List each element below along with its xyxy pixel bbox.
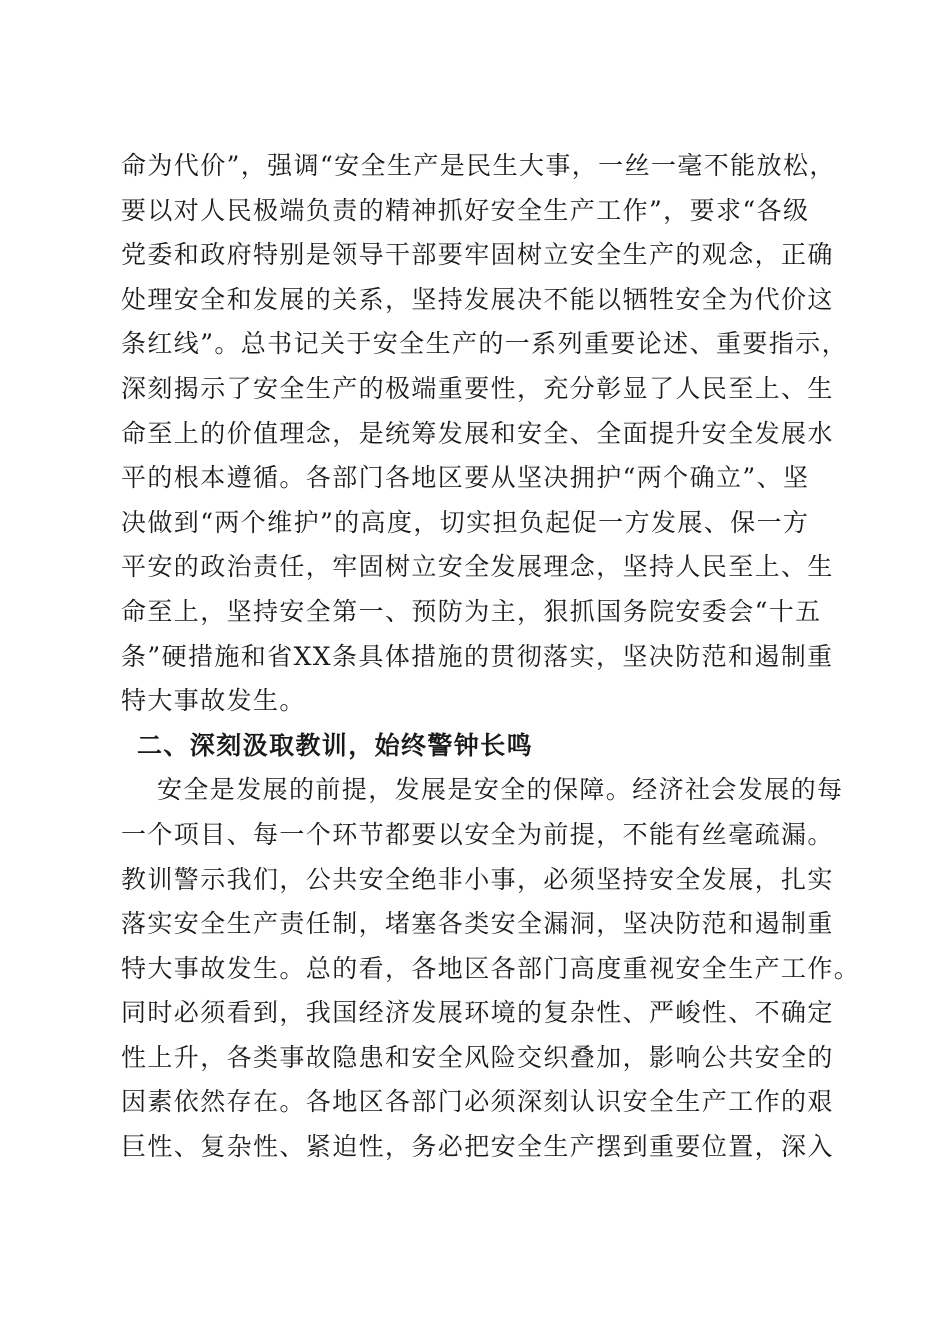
text-line: 因素依然存在。各地区各部门必须深刻认识安全生产工作的艰: [121, 1087, 834, 1117]
text-line: 教训警示我们，公共安全绝非小事，必须坚持安全发展，扎实: [121, 864, 834, 894]
text-line: 平安的政治责任，牢固树立安全发展理念，坚持人民至上、生: [121, 552, 834, 582]
text-line: 要以对人民极端负责的精神抓好安全生产工作”，要求“各级: [121, 195, 810, 225]
text-line: 命至上，坚持安全第一、预防为主，狠抓国务院安委会“十五: [121, 596, 822, 626]
text-line: 同时必须看到，我国经济发展环境的复杂性、严峻性、不确定: [121, 998, 834, 1028]
section-heading: 二、深刻汲取教训，始终警钟长鸣: [137, 730, 534, 760]
text-line: 性上升，各类事故隐患和安全风险交织叠加，影响公共安全的: [121, 1042, 834, 1072]
text-line: 特大事故发生。: [121, 686, 306, 716]
text-line: 巨性、复杂性、紧迫性，务必把安全生产摆到重要位置，深入: [121, 1132, 834, 1162]
text-line: 落实安全生产责任制，堵塞各类安全漏洞，坚决防范和遏制重: [121, 909, 834, 939]
text-line: 党委和政府特别是领导干部要牢固树立安全生产的观念，正确: [121, 240, 834, 270]
text-line: 处理安全和发展的关系，坚持发展决不能以牺牲安全为代价这: [121, 284, 834, 314]
text-line: 安全是发展的前提，发展是安全的保障。经济社会发展的每: [157, 775, 844, 805]
text-line: 特大事故发生。总的看，各地区各部门高度重视安全生产工作。: [121, 953, 861, 983]
paragraph-2: [121, 768, 861, 1169]
text-line: 平的根本遵循。各部门各地区要从坚决拥护“两个确立”、坚: [121, 463, 810, 493]
text-line: 条红线”。总书记关于安全生产的一系列重要论述、重要指示，: [121, 329, 848, 359]
text-line: 决做到“两个维护”的高度，切实担负起促一方发展、保一方: [121, 507, 810, 537]
text-line: 命为代价”，强调“安全生产是民生大事，一丝一毫不能放松，: [121, 151, 836, 180]
document-body: [121, 144, 861, 1170]
text-line: 命至上的价值理念，是统筹发展和安全、全面提升安全发展水: [121, 418, 834, 448]
text-line: 条”硬措施和省XX条具体措施的贯彻落实，坚决防范和遏制重: [121, 641, 834, 671]
text-line: 一个项目、每一个环节都要以安全为前提，不能有丝毫疏漏。: [121, 819, 834, 849]
paragraph-1: [121, 144, 848, 724]
text-line: 深刻揭示了安全生产的极端重要性，充分彰显了人民至上、生: [121, 373, 834, 403]
